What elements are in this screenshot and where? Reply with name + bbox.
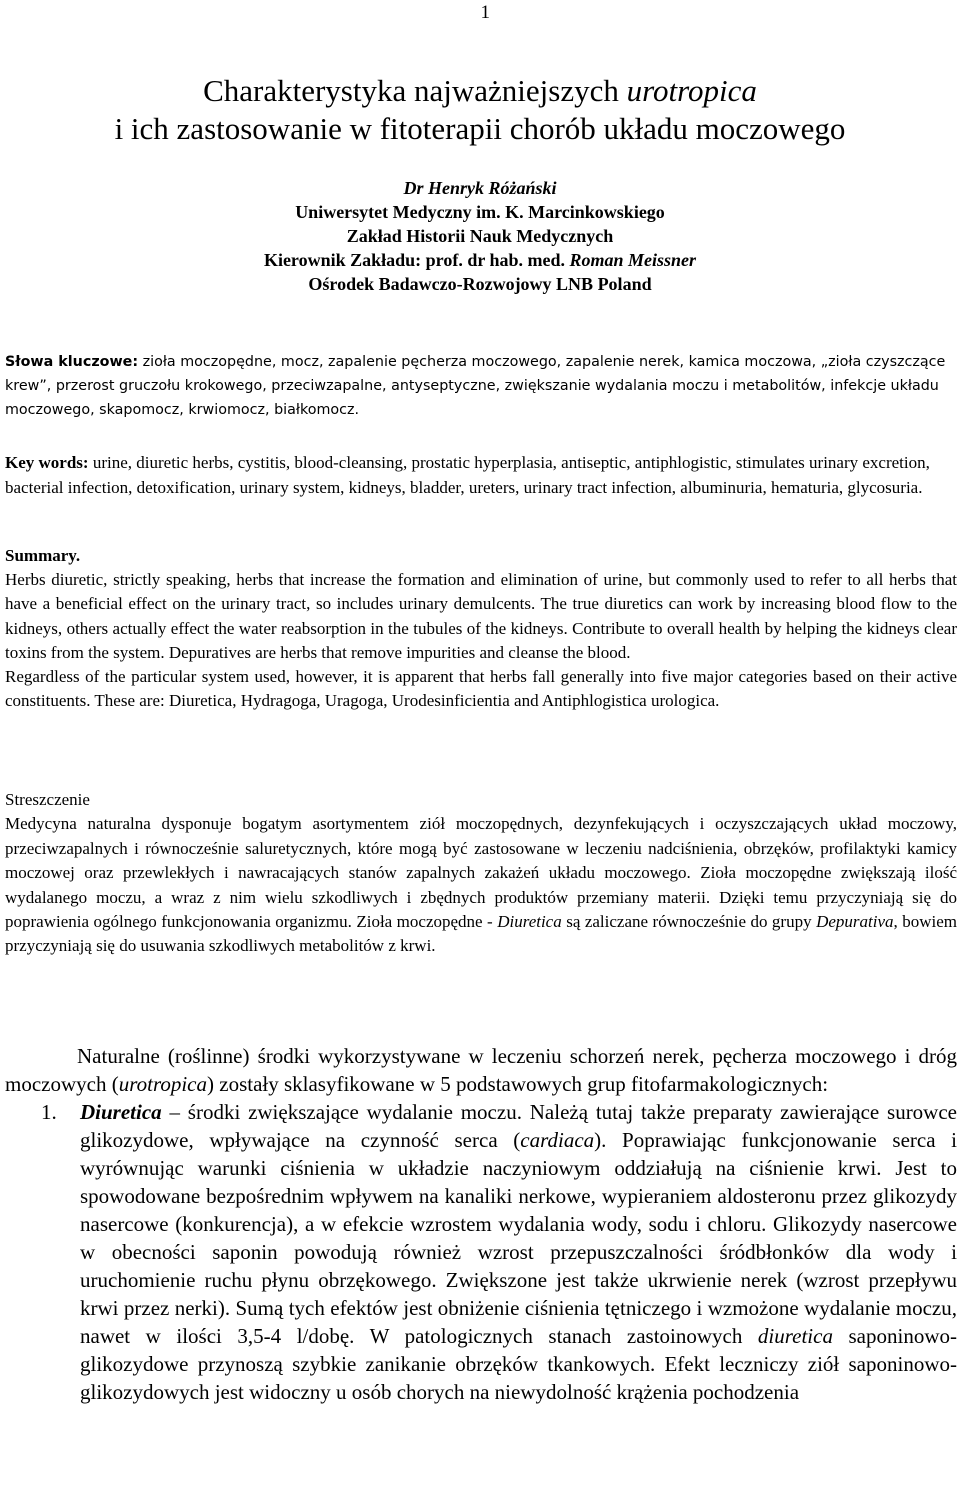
intro-italic: urotropica: [118, 1072, 207, 1096]
list-item-text-c: saponinowo-glikozydowe przynoszą szybkie zanikanie obrzęków tkankowych. Efekt leczniczy ziół saponinowo-glikozydowych jest widoczny u osób chorych na niewydolność krążenia pochodzenia: [80, 1324, 957, 1404]
keywords-english-label: Key words:: [5, 453, 89, 472]
title-line-2: i ich zastosowanie w fitoterapii chorób układu moczowego: [114, 111, 846, 146]
list-item-italic-a: cardiaca: [520, 1128, 595, 1152]
author-block: [0, 176, 960, 296]
streszczenie-paragraph: [5, 812, 957, 958]
keywords-polish: [5, 350, 955, 422]
summary-paragraph-2: Regardless of the particular system used, however, it is apparent that herbs fall generally into five major categories based on their active constituents. These are: Diuretica, Hydragoga, Uragoga, Urodesinficientia and Antiphlogistica urologica.: [5, 667, 957, 711]
streszczenie-italic-a: Diuretica: [497, 912, 562, 932]
author-department: Zakład Historii Nauk Medycznych: [346, 226, 614, 246]
title-line-1-text: Charakterystyka najważniejszych: [203, 73, 627, 108]
intro-text-a: Naturalne (roślinne) środki wykorzystywane w leczeniu schorzeń nerek, pęcherza moczowego i dróg moczowych (: [5, 1044, 957, 1096]
keywords-english-text: urine, diuretic herbs, cystitis, blood-cleansing, prostatic hyperplasia, antiseptic, antiphlogistic, stimulates urinary excretion, bacterial infection, detoxification, urinary system, kidneys, bladder, ureters, urinary tract infection, albuminuria, hematuria, glycosuria.: [5, 453, 930, 497]
page-number: 1: [480, 2, 490, 23]
streszczenie-text-a: Medycyna naturalna dysponuje bogatym asortymentem ziół moczopędnych, dezynfekujących i oczyszczających układ moczowy, przeciwzapalnych i równocześnie saluretycznych, które mogą być zastosowane w leczeniu nadciśnienia, obrzęków, profilaktyki kamicy moczowej oraz przewlekłych i nawracających stanów zapalnych zakażeń układu moczowego. Zioła moczopędne zwiększają ilość wydalanego moczu, a wraz z nim wielu szkodliwych i zbędnych produktów przemiany materii. Dzięki temu przyczyniają się do poprawienia ogólnego funkcjonowania organizmu. Zioła moczopędne -: [5, 814, 957, 932]
department-head: [0, 248, 960, 272]
list-item-italic-b: diuretica: [757, 1324, 833, 1348]
streszczenie-text-c: , bowiem przyczyniają się do usuwania szkodliwych metabolitów z krwi.: [5, 912, 957, 956]
list-item-text-a: – środki zwiększające wydalanie moczu. Należą tutaj także preparaty zawierające surowce glikozydowe, wpływające na czynność serca (: [80, 1100, 957, 1152]
summary-paragraph-1: Herbs diuretic, strictly speaking, herbs that increase the formation and elimination of urine, but commonly used to refer to all herbs that have a beneficial effect on the urinary tract, so includes urinary demulcents. The true diuretics can work by increasing blood flow to the kidneys, others actually effect the water reabsorption in the tubules of the kidneys. Contribute to overall health by helping the kidneys clear toxins from the system. Depuratives are herbs that remove impurities and cleanse the blood.: [5, 570, 957, 662]
summary-heading: Summary.: [5, 546, 81, 565]
author-name: Dr Henryk Różański: [403, 178, 557, 198]
keywords-english: [5, 450, 955, 500]
document-title: [0, 72, 960, 148]
intro-paragraph: [5, 1042, 957, 1098]
streszczenie-italic-b: Depurativa: [816, 912, 894, 932]
streszczenie-section: [5, 788, 957, 959]
list-item-text-b: ). Poprawiając funkcjonowanie serca i wyrównując warunki ciśnienia w układzie naczyniowym oddziałują na ciśnienie krwi. Jest to spowodowane bezpośrednim wpływem na kanaliki nerkowe, wypieraniem aldosteronu przez glikozydy nasercowe (konkurencja), a w efekcie wzrostem wydalania wody, sodu i chloru. Glikozydy nasercowe w obecności saponin powodują również wzrost przepuszczalności śródbłonków dla wody i uruchomienie ruchu płynu obrzękowego. Zwiększone jest także ukrwienie nerek (wzrost przepływu krwi przez nerki). Sumą tych efektów jest obniżenie ciśnienia tętniczego i wzmożone wydalanie moczu, nawet w ilości 3,5-4 l/dobę. W patologicznych stanach zastoinowych: [80, 1128, 957, 1348]
summary-section: [5, 544, 957, 713]
list-item: [5, 1098, 957, 1406]
list-item-term: Diuretica: [80, 1100, 162, 1124]
title-line-1-italic: urotropica: [626, 73, 757, 108]
keywords-polish-label: Słowa kluczowe:: [5, 354, 139, 370]
intro-text-b: ) zostały sklasyfikowane w 5 podstawowych grup fitofarmakologicznych:: [207, 1072, 829, 1096]
group-list: [5, 1098, 957, 1406]
department-head-name: Roman Meissner: [569, 250, 697, 270]
main-body: [5, 1042, 957, 1406]
title-line-1: [0, 72, 960, 110]
author-university: Uniwersytet Medyczny im. K. Marcinkowskiego: [295, 202, 665, 222]
keywords-polish-text: zioła moczopędne, mocz, zapalenie pęcherza moczowego, zapalenie nerek, kamica moczowa, „zioła czyszczące krew”, przerost gruczołu krokowego, przeciwzapalne, antyseptyczne, zwiększanie wydalania moczu i metabolitów, infekcje układu moczowego, skapomocz, krwiomocz, białkomocz.: [5, 354, 946, 418]
streszczenie-text-b: są zaliczane równocześnie do grupy: [561, 912, 817, 932]
list-item-number: 1.: [41, 1100, 57, 1124]
author-center: Ośrodek Badawczo-Rozwojowy LNB Poland: [308, 274, 652, 294]
department-head-label: Kierownik Zakładu: prof. dr hab. med.: [263, 250, 570, 270]
streszczenie-heading: Streszczenie: [5, 790, 90, 809]
